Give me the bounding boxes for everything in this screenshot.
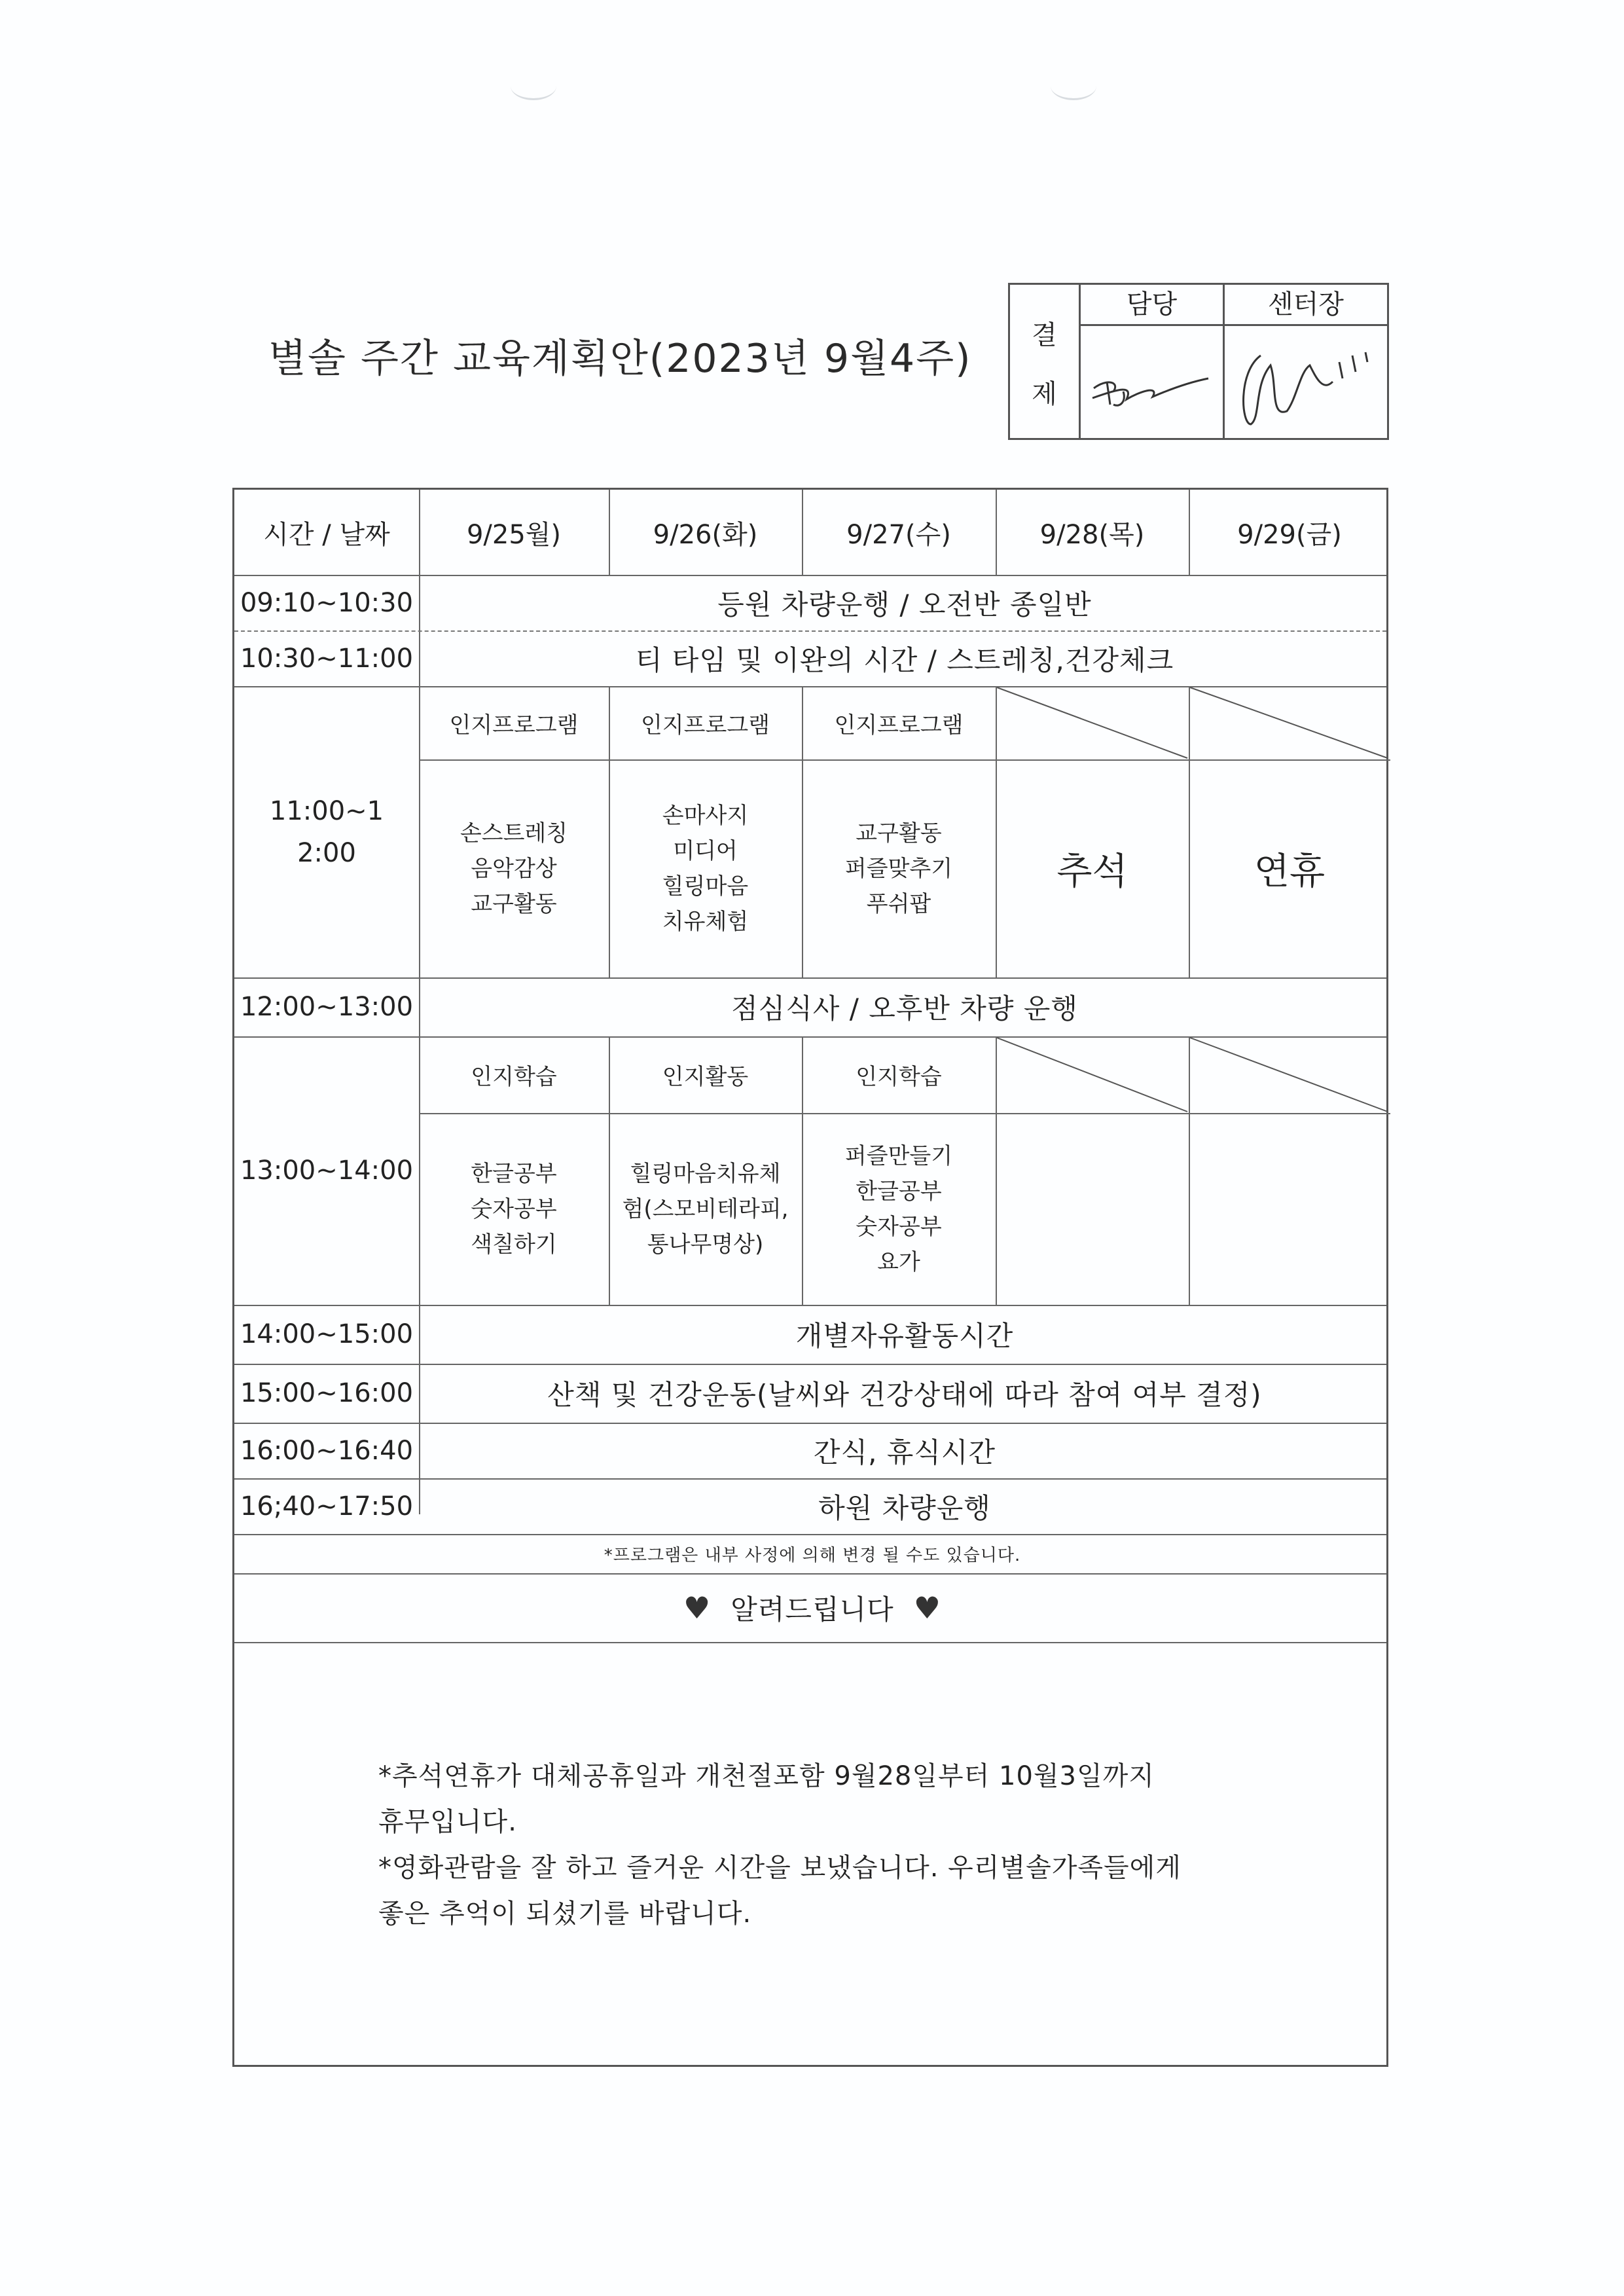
activities-r5-2: 힐링마음치유체 험(스모비테라피, 통나무명상): [622, 1160, 789, 1258]
notice-body: [378, 1753, 1182, 1937]
holiday-label-1: 추석: [1056, 850, 1128, 893]
approval-header-staff: 담당: [1081, 285, 1223, 326]
time-r9: 16;40~17:50: [240, 1491, 414, 1522]
category-r3-2: 인지프로그램: [640, 712, 770, 738]
time-r6: 14:00~15:00: [240, 1319, 414, 1349]
header-day-3: 9/27(수): [846, 519, 951, 550]
schedule-table: [232, 488, 1388, 2067]
activities-r5-1: 한글공부 숫자공부 색칠하기: [471, 1160, 557, 1258]
notice-item-2: *영화관람을 잘 하고 즐거운 시간을 보냈습니다. 우리별솔가족들에게 좋은 추억이 되셨기를 바랍니다.: [378, 1853, 1182, 1929]
time-r2: 10:30~11:00: [240, 643, 414, 674]
activity-r4: 점심식사 / 오후반 차량 운행: [731, 993, 1078, 1025]
category-r3-3: 인지프로그램: [834, 712, 964, 738]
activity-r2: 티 타임 및 이완의 시간 / 스트레칭,건강체크: [635, 644, 1174, 676]
category-r3-1: 인지프로그램: [449, 712, 579, 738]
approval-side-label-2: 제: [1032, 379, 1057, 409]
activity-r6: 개별자유활동시간: [795, 1320, 1014, 1352]
approval-col-director: [1225, 285, 1387, 438]
approval-col-staff: [1081, 285, 1225, 438]
schedule-footnote: *프로그램은 내부 사정에 의해 변경 될 수도 있습니다.: [604, 1545, 1021, 1565]
header-day-4: 9/28(목): [1039, 519, 1145, 550]
notice-heading-row: [234, 1573, 1390, 1642]
header-day-2: 9/26(화): [653, 519, 758, 550]
approval-side: [1010, 285, 1081, 438]
time-r1: 09:10~10:30: [240, 587, 414, 618]
category-r5-1: 인지학습: [471, 1064, 557, 1090]
activities-r3-3: 교구활동 퍼즐맞추기 푸쉬팝: [844, 820, 953, 917]
header-day-5: 9/29(금): [1237, 519, 1342, 550]
approval-box: [1008, 283, 1389, 440]
activities-r3-1: 손스트레칭 음악감상 교구활동: [460, 820, 568, 917]
notice-heading: 알려드립니다: [731, 1593, 894, 1626]
time-r5: 13:00~14:00: [240, 1156, 414, 1186]
staff-signature: [1081, 326, 1218, 437]
activity-r9: 하원 차량운행: [818, 1491, 991, 1524]
header-time-date: 시간 / 날짜: [263, 519, 390, 550]
document-title: 별솔 주간 교육계획안(2023년 9월4주): [268, 336, 972, 382]
category-r5-2: 인지활동: [662, 1064, 749, 1090]
time-r3: 11:00~1 2:00: [269, 795, 384, 868]
notice-item-1: *추석연휴가 대체공휴일과 개천절포함 9월28일부터 10월3일까지 휴무입니다.: [378, 1761, 1155, 1837]
activities-r5-3: 퍼즐만들기 한글공부 숫자공부 요가: [844, 1142, 953, 1275]
punch-hole-left: [511, 72, 556, 100]
heart-icon: ♥: [683, 1590, 712, 1626]
activity-r8: 간식, 휴식시간: [813, 1436, 996, 1468]
header-day-1: 9/25월): [466, 519, 562, 550]
category-r5-3: 인지학습: [856, 1064, 942, 1090]
time-r7: 15:00~16:00: [240, 1378, 414, 1408]
time-r4: 12:00~13:00: [240, 992, 414, 1022]
activity-r1: 등원 차량운행 / 오전반 종일반: [717, 588, 1092, 621]
holiday-label-2: 연휴: [1254, 850, 1326, 893]
approval-header-director: 센터장: [1225, 285, 1387, 326]
approval-side-label-1: 결: [1032, 320, 1057, 350]
activity-r7: 산책 및 건강운동(날씨와 건강상태에 따라 참여 여부 결정): [547, 1379, 1262, 1411]
heart-icon: ♥: [913, 1590, 941, 1626]
director-signature: [1225, 326, 1387, 437]
activities-r3-2: 손마사지 미디어 힐링마음 치유체험: [662, 802, 749, 935]
time-r8: 16:00~16:40: [240, 1435, 414, 1466]
punch-hole-right: [1051, 72, 1096, 100]
row-line: [234, 1642, 1386, 1643]
